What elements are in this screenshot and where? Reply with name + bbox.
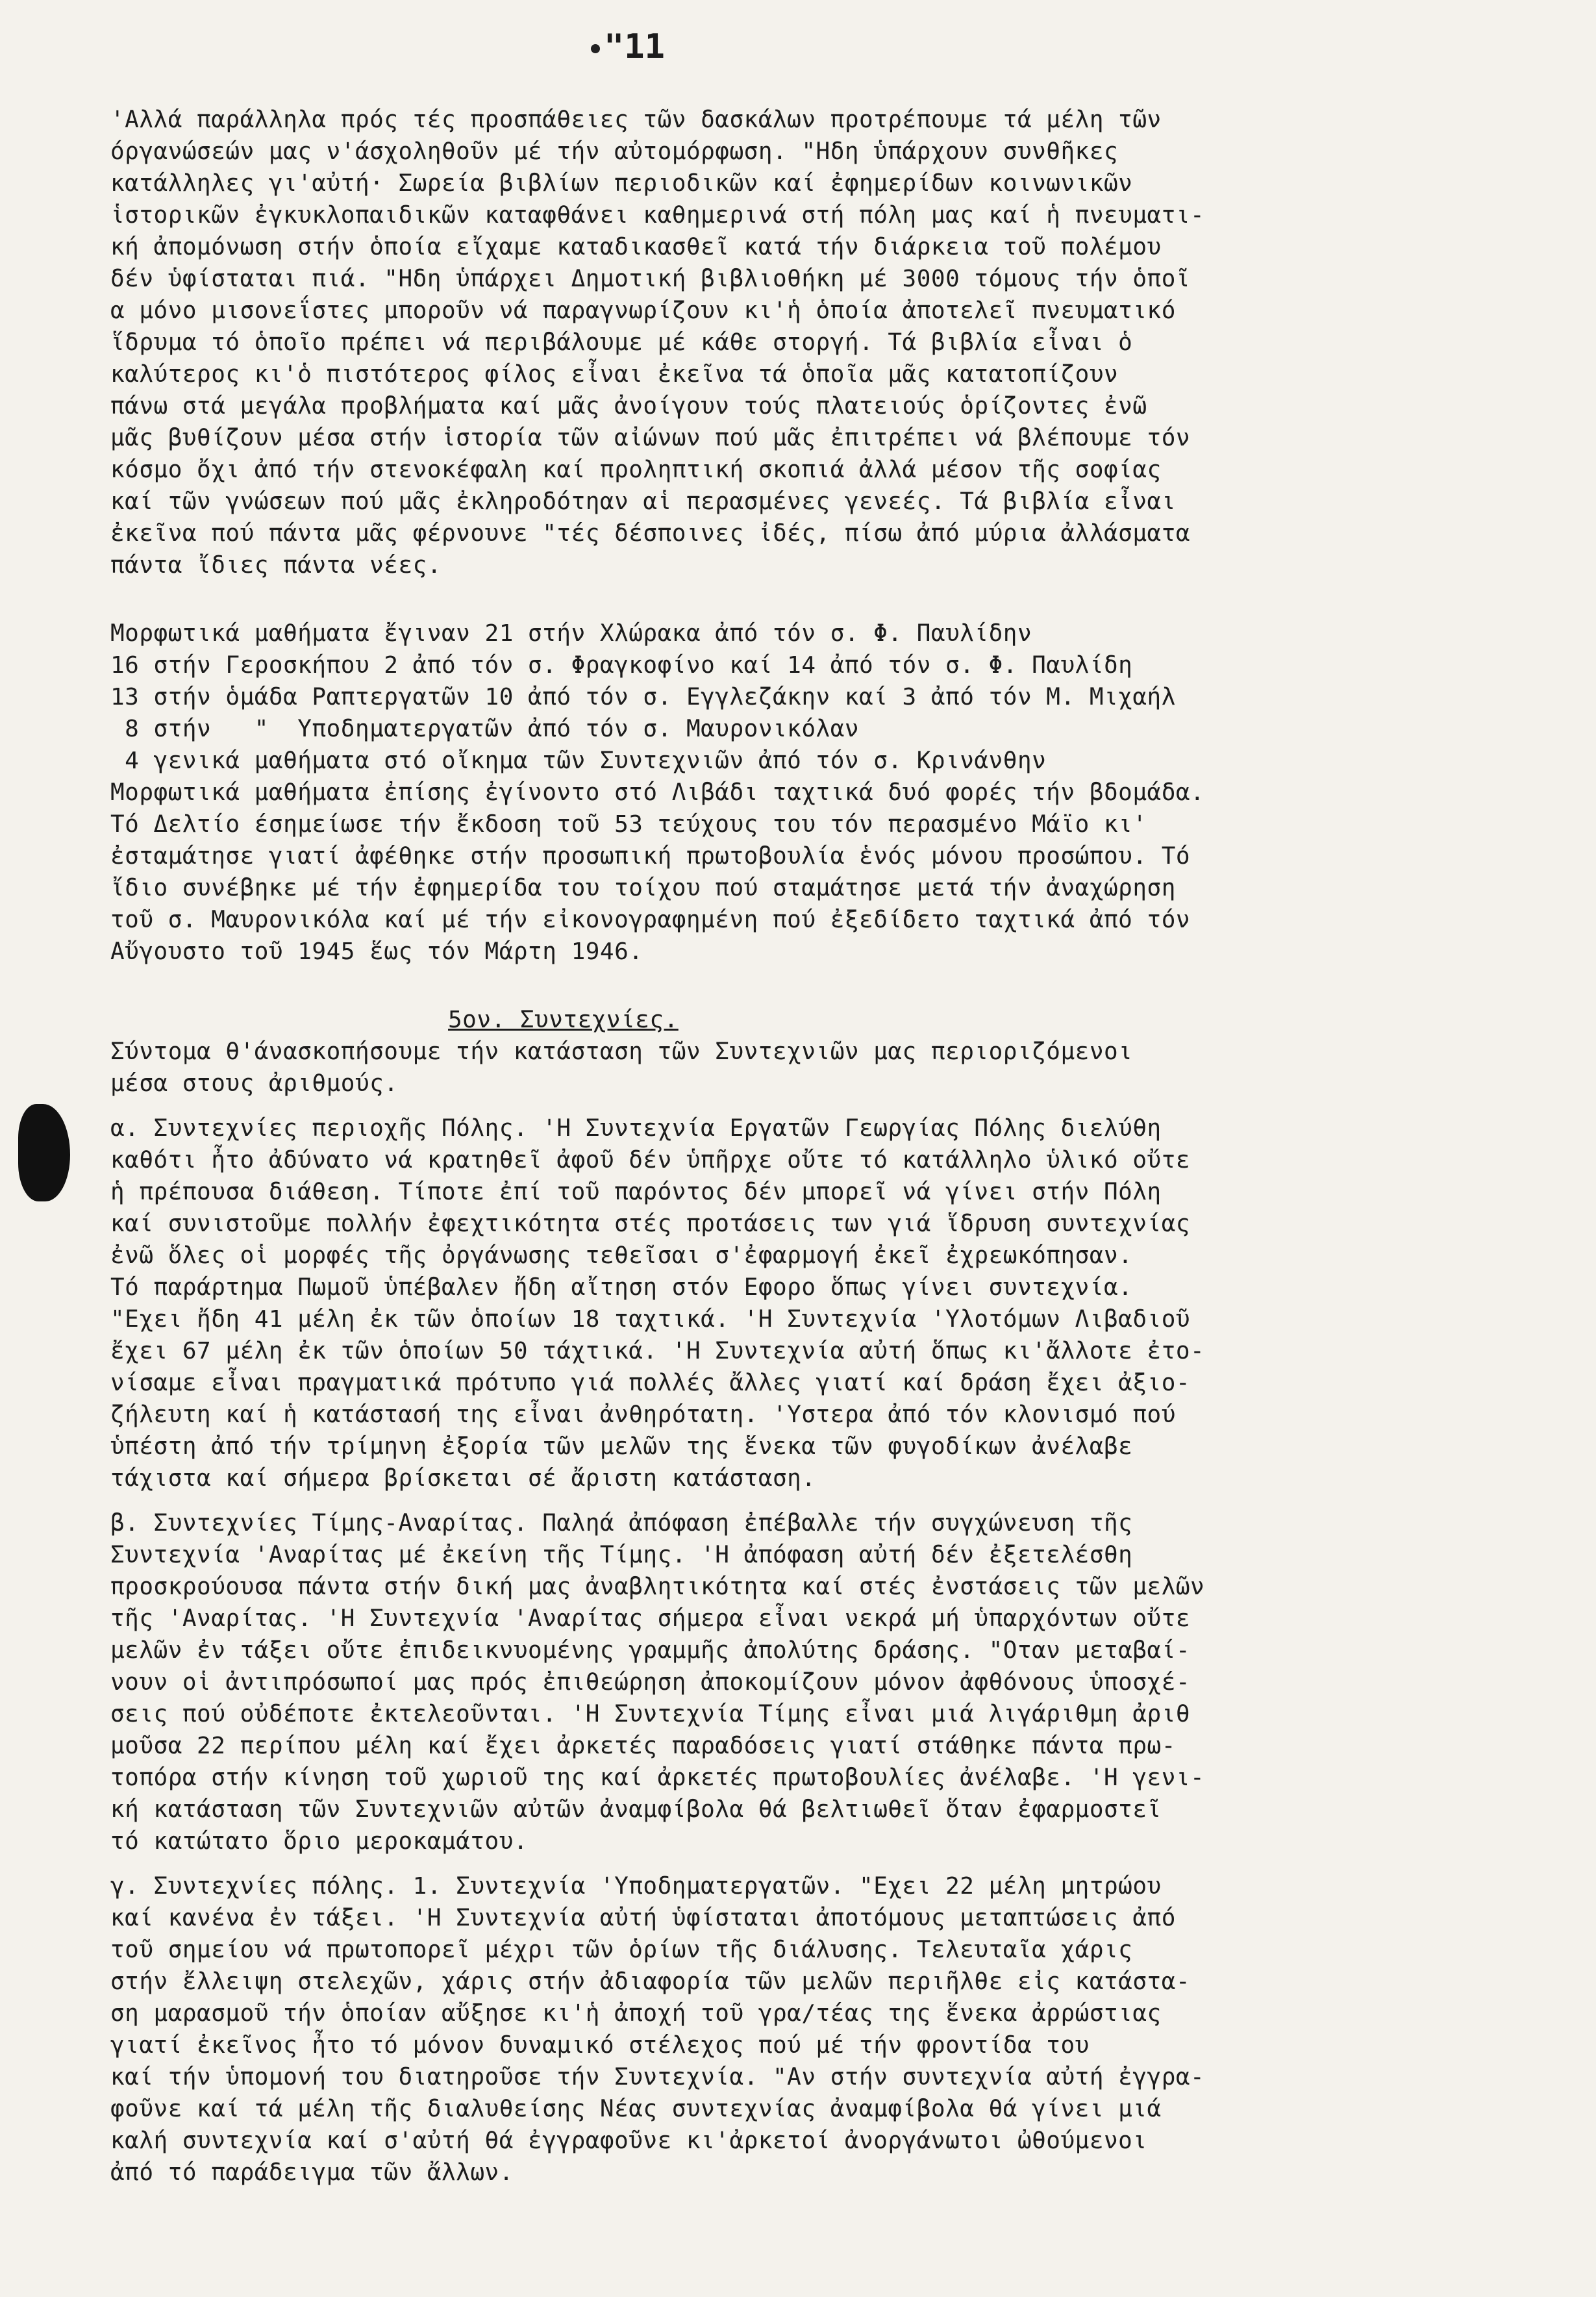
text-line: γιατί ἐκεῖνος ἦτο τό μόνον δυναμικό στέλεχος πού μέ τήν φροντίδα του <box>110 2032 1090 2059</box>
text-line: μοῦσα 22 περίπου μέλη καί ἔχει ἀρκετές παραδόσεις γιατί στάθηκε πάντα πρω- <box>110 1733 1176 1759</box>
text-line: 16 στήν Γεροσκήπου 2 ἀπό τόν σ. Φραγκοφίνο καί 14 ἀπό τόν σ. Φ. Παυλίδη <box>110 652 1133 679</box>
text-line: α μόνο μισονεΐστες μποροῦν νά παραγνωρίζουν κι'ἡ ὁποία ἀποτελεῖ πνευματικό <box>110 297 1176 324</box>
text-line: πάνω στά μεγάλα προβλήματα καί μᾶς ἀνοίγουν τούς πλατειούς ὁρίζοντες ἐνῶ <box>110 393 1147 420</box>
text-line: καθότι ἦτο ἀδύνατο νά κρατηθεῖ ἀφοῦ δέν ὑπῆρχε οὔτε τό κατάλληλο ὑλικό οὔτε <box>110 1147 1191 1174</box>
ink-blot <box>18 1104 70 1201</box>
text-line: κατάλληλες γι'αὐτή· Σωρεία βιβλίων περιοδικῶν καί ἐφημερίδων κοινωνικῶν <box>110 170 1133 197</box>
text-line: καί κανένα ἐν τάξει. 'Η Συντεχνία αὐτή ὑφίσταται ἀποτόμους μεταπτώσεις ἀπό <box>110 1905 1176 1931</box>
text-line: καλύτερος κι'ὁ πιστότερος φίλος εἶναι ἐκεῖνα τά ὁποῖα μᾶς κατατοπίζουν <box>110 361 1119 388</box>
text-line: ἐνῶ ὅλες οἱ μορφές τῆς ὀργάνωσης τεθεῖσαι σ'ἐφαρμογή ἐκεῖ ἐχρεωκόπησαν. <box>110 1242 1133 1269</box>
text-line: β. Συντεχνίες Τίμης-Αναρίτας. Παληά ἀπόφαση ἐπέβαλλε τήν συγχώνευση τῆς <box>110 1510 1133 1537</box>
text-line: νουν οἱ ἀντιπρόσωποί μας πρός ἐπιθεώρηση ἀποκομίζουν μόνον ἀφθόνους ὑποσχέ- <box>110 1669 1191 1696</box>
text-line: ἀπό τό παράδειγμα τῶν ἄλλων. <box>110 2159 514 2186</box>
text-line: γ. Συντεχνίες πόλης. 1. Συντεχνία 'Υποδηματεργατῶν. "Εχει 22 μέλη μητρώου <box>110 1873 1162 1900</box>
text-line: προσκρούουσα πάντα στήν δική μας ἀναβλητικότητα καί στές ἐνστάσεις τῶν μελῶν <box>110 1574 1205 1600</box>
text-line: Τό Δελτίο έσημείωσε τήν ἔκδοση τοῦ 53 τεύχους του τόν περασμένο Μάϊο κι' <box>110 811 1147 838</box>
text-line: ἱστορικῶν ἐγκυκλοπαιδικῶν καταφθάνει καθημερινά στή πόλη μας καί ἡ πνευματι- <box>110 202 1205 229</box>
text-line: ἔχει 67 μέλη ἐκ τῶν ὁποίων 50 τάχτικά. 'Η Συντεχνία αὐτή ὅπως κι'ἄλλοτε ἐτο- <box>110 1338 1205 1364</box>
text-line: τοῦ σ. Μαυρονικόλα καί μέ τήν εἰκονογραφημένη πού ἐξεδίδετο ταχτικά ἀπό τόν <box>110 907 1191 933</box>
text-line: τάχιστα καί σήμερα βρίσκεται σέ ἄριστη κατάσταση. <box>110 1465 816 1492</box>
text-line: καλή συντεχνία καί σ'αὐτή θά ἐγγραφοῦνε κι'ἀρκετοί ἀνοργάνωτοι ὠθούμενοι <box>110 2128 1147 2154</box>
page-number: "11 <box>591 27 665 66</box>
text-line: Αὔγουστο τοῦ 1945 ἕως τόν Μάρτη 1946. <box>110 938 643 965</box>
text-line: 13 στήν ὁμάδα Ραπτεργατῶν 10 ἀπό τόν σ. Εγγλεζάκην καί 3 ἀπό τόν Μ. Μιχαήλ <box>110 684 1176 710</box>
text-line: μᾶς βυθίζουν μέσα στήν ἱστορία τῶν αἰώνων πού μᾶς ἐπιτρέπει νά βλέπουμε τόν <box>110 425 1191 451</box>
text-line: κή ἀπομόνωση στήν ὁποία εἴχαμε καταδικασθεῖ κατά τήν διάρκεια τοῦ πολέμου <box>110 234 1162 260</box>
text-line: ση μαρασμοῦ τήν ὁποίαν αὔξησε κι'ἡ ἀποχή τοῦ γρα/τέας της ἕνεκα ἀρρώστιας <box>110 2000 1162 2027</box>
text-line: δέν ὑφίσταται πιά. "Ηδη ὑπάρχει Δημοτική βιβλιοθήκη μέ 3000 τόμους τήν ὁποῖ <box>110 266 1191 292</box>
text-line: "Εχει ἤδη 41 μέλη ἐκ τῶν ὁποίων 18 ταχτικά. 'Η Συντεχνία 'Υλοτόμων Λιβαδιοῦ <box>110 1306 1191 1333</box>
text-line: τοπόρα στήν κίνηση τοῦ χωριοῦ της καί ἀρκετές πρωτοβουλίες ἀνέλαβε. 'Η γενι- <box>110 1764 1205 1791</box>
text-line: σεις πού οὐδέποτε ἐκτελεοῦνται. 'Η Συντεχνία Τίμης εἶναι μιά λιγάριθμη ἀριθ <box>110 1701 1191 1727</box>
text-line: τοῦ σημείου νά πρωτοπορεῖ μέχρι τῶν ὁρίων τῆς διάλυσης. Τελευταῖα χάρις <box>110 1937 1133 1963</box>
text-line: καί τήν ὑπομονή του διατηροῦσε τήν Συντεχνία. "Αν στήν συντεχνία αὐτή ἐγγρα- <box>110 2064 1205 2090</box>
text-line: Τό παράρτημα Πωμοῦ ὑπέβαλεν ἤδη αἴτηση στόν Εφορο ὅπως γίνει συντεχνία. <box>110 1274 1133 1301</box>
text-line: τῆς 'Αναρίτας. 'Η Συντεχνία 'Αναρίτας σήμερα εἶναι νεκρά μή ὑπαρχόντων οὔτε <box>110 1605 1191 1632</box>
text-line: στήν ἔλλειψη στελεχῶν, χάρις στήν ἀδιαφορία τῶν μελῶν περιῆλθε εἰς κατάστα- <box>110 1968 1191 1995</box>
text-line: Σύντομα θ'άνασκοπήσουμε τήν κατάσταση τῶν Συντεχνιῶν μας περιοριζόμενοι <box>110 1038 1133 1065</box>
text-line: ἵδρυμα τό ὁποῖο πρέπει νά περιβάλουμε μέ κάθε στοργή. Τά βιβλία εἶναι ὁ <box>110 329 1133 356</box>
text-line: όργανώσεών μας ν'άσχοληθοῦν μέ τήν αὐτομόρφωση. "Ηδη ὑπάρχουν συνθῆκες <box>110 138 1119 165</box>
text-line: νίσαμε εἶναι πραγματικά πρότυπο γιά πολλές ἄλλες γιατί καί δράση ἔχει ἀξιο- <box>110 1370 1191 1396</box>
text-line: φοῦνε καί τά μέλη τῆς διαλυθείσης Νέας συντεχνίας ἀναμφίβολα θά γίνει μιά <box>110 2096 1162 2122</box>
text-line: κόσμο ὄχι ἀπό τήν στενοκέφαλη καί προληπτική σκοπιά ἀλλά μέσον τῆς σοφίας <box>110 457 1162 483</box>
text-line: ὑπέστη ἀπό τήν τρίμηνη ἐξορία τῶν μελῶν της ἕνεκα τῶν φυγοδίκων ἀνέλαβε <box>110 1433 1133 1460</box>
text-line: 'Αλλά παράλληλα πρός τές προσπάθειες τῶν δασκάλων προτρέπουμε τά μέλη τῶν <box>110 107 1162 133</box>
text-line: μέσα στους ἀριθμούς. <box>110 1070 399 1097</box>
text-line: καί συνιστοῦμε πολλήν ἐφεχτικότητα στές προτάσεις των γιά ἵδρυση συντεχνίας <box>110 1211 1191 1237</box>
text-line: πάντα ἴδιες πάντα νέες. <box>110 552 442 579</box>
section-heading: 5ον. Συντεχνίες. <box>448 1007 679 1033</box>
text-line: 4 γενικά μαθήματα στό οἴκημα τῶν Συντεχνιῶν ἀπό τόν σ. Κρινάνθην <box>110 747 1047 774</box>
text-line: α. Συντεχνίες περιοχῆς Πόλης. 'Η Συντεχνία Εργατῶν Γεωργίας Πόλης διελύθη <box>110 1115 1162 1142</box>
text-line: ἐσταμάτησε γιατί ἀφέθηκε στήν προσωπική πρωτοβουλία ἑνός μόνου προσώπου. Τό <box>110 843 1191 870</box>
text-line: ἴδιο συνέβηκε μέ τήν ἐφημερίδα του τοίχου πού σταμάτησε μετά τήν ἀναχώρηση <box>110 875 1176 901</box>
text-line: Μορφωτικά μαθήματα ἔγιναν 21 στήν Χλώρακα ἀπό τόν σ. Φ. Παυλίδην <box>110 620 1032 647</box>
text-line: ἐκεῖνα πού πάντα μᾶς φέρνουνε "τές δέσποινες ἰδές, πίσω ἀπό μύρια ἀλλάσματα <box>110 520 1191 547</box>
text-line: καί τῶν γνώσεων πού μᾶς ἐκληροδότηαν αἱ περασμένες γενεές. Τά βιβλία εἶναι <box>110 488 1176 515</box>
text-line: κή κατάσταση τῶν Συντεχνιῶν αὐτῶν ἀναμφίβολα θά βελτιωθεῖ ὅταν ἐφαρμοστεῖ <box>110 1796 1162 1823</box>
text-line: Μορφωτικά μαθήματα ἐπίσης ἐγίνοντο στό Λιβάδι ταχτικά δυό φορές τήν βδομάδα. <box>110 779 1205 806</box>
text-line: 8 στήν " Υποδηματεργατῶν ἀπό τόν σ. Μαυρονικόλαν <box>110 716 860 742</box>
text-line: μελῶν ἐν τάξει οὔτε ἐπιδεικνυομένης γραμμῆς ἀπολύτης δράσης. "Οταν μεταβαί- <box>110 1637 1191 1664</box>
text-line: τό κατώτατο ὅριο μεροκαμάτου. <box>110 1828 529 1855</box>
document-body <box>110 104 1551 2189</box>
text-line: Συντεχνία 'Αναρίτας μέ ἐκείνη τῆς Τίμης. 'Η ἀπόφαση αὐτή δέν ἐξετελέσθη <box>110 1542 1133 1568</box>
text-line: ζήλευτη καί ἡ κατάστασή της εἶναι ἀνθηρότατη. 'Υστερα ἀπό τόν κλονισμό πού <box>110 1401 1176 1428</box>
text-line: ἡ πρέπουσα διάθεση. Τίποτε ἐπί τοῦ παρόντος δέν μπορεῖ νά γίνει στήν Πόλη <box>110 1179 1162 1205</box>
